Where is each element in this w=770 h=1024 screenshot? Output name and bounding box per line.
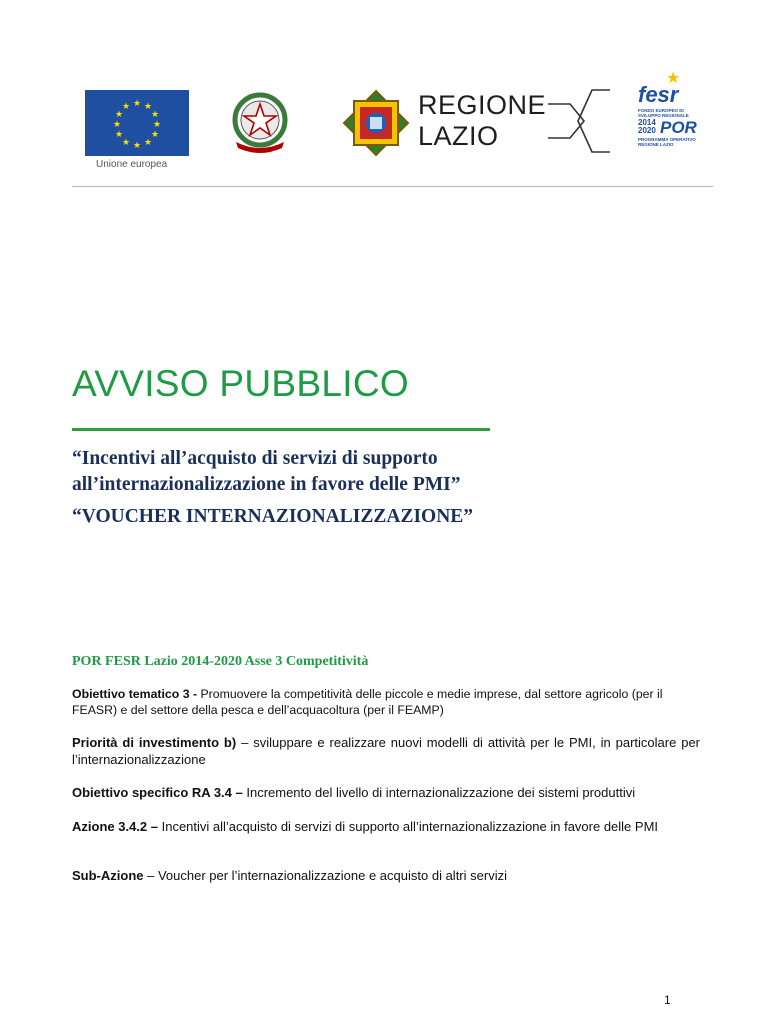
paragraph-obiettivo-tematico	[72, 686, 700, 718]
italian-republic-emblem	[230, 92, 290, 156]
regione-lazio-crest	[342, 89, 410, 157]
svg-text:★: ★	[114, 110, 124, 120]
paragraph-priorita-investimento	[72, 734, 700, 768]
title-underline	[72, 428, 490, 431]
document-title: AVVISO PUBBLICO	[72, 363, 409, 404]
svg-text:★: ★	[132, 99, 142, 109]
svg-text:★: ★	[121, 138, 131, 148]
svg-text:★: ★	[150, 130, 160, 140]
paragraph-text: – sviluppare e realizzare nuovi modelli di attività per le PMI, in particolare per l’internazionalizzazione	[72, 735, 701, 767]
subtitle-voucher: “VOUCHER INTERNAZIONALIZZAZIONE”	[72, 506, 474, 527]
paragraph-text: Incentivi all’acquisto di servizi di supporto all’internazionalizzazione in favore delle PMI	[157, 819, 659, 834]
por-wordmark: POR	[660, 118, 697, 137]
eu-flag-logo	[85, 90, 189, 156]
fesr-years: 2014 2020	[638, 118, 656, 135]
svg-text:★: ★	[143, 102, 153, 112]
subtitle-line2: all’internazionalizzazione in favore delle PMI”	[72, 474, 461, 495]
paragraph-label: Sub-Azione	[72, 868, 144, 883]
logo-header	[0, 0, 770, 190]
svg-text:★: ★	[152, 120, 162, 130]
svg-text:★: ★	[112, 120, 122, 130]
paragraph-label: Obiettivo specifico RA 3.4 –	[72, 785, 243, 800]
svg-text:★: ★	[132, 141, 142, 151]
fesr-caption-line1: FONDO EUROPEO DI	[638, 108, 684, 113]
paragraph-label: Azione 3.4.2 –	[72, 819, 158, 834]
fesr-caption-line3: PROGRAMMA OPERATIVO	[638, 137, 696, 142]
svg-text:★: ★	[114, 130, 124, 140]
program-heading: POR FESR Lazio 2014-2020 Asse 3 Competitività	[72, 654, 369, 669]
paragraph-sub-azione	[72, 867, 700, 884]
svg-text:★: ★	[143, 138, 153, 148]
svg-text:★: ★	[150, 110, 160, 120]
paragraph-obiettivo-specifico	[72, 784, 700, 801]
lazio-chevron-icon	[548, 88, 610, 154]
paragraph-azione	[72, 818, 700, 835]
paragraph-text: Incremento del livello di internazionalizzazione dei sistemi produttivi	[242, 785, 636, 800]
region-name-line2: LAZIO	[418, 121, 499, 151]
paragraph-text: Promuovere la competitività delle piccole e medie imprese, dal settore agricolo (per il FEASR) e del settore della pesca e dell’acquacoltura (per il FEAMP)	[72, 687, 663, 717]
subtitle-line1: “Incentivi all’acquisto di servizi di supporto	[72, 448, 438, 469]
fesr-caption-line4: REGIONE LAZIO	[638, 142, 674, 147]
paragraph-label: Priorità di investimento b)	[72, 735, 237, 750]
eu-caption: Unione europea	[96, 159, 168, 170]
fesr-por-logo	[636, 68, 702, 164]
svg-text:★: ★	[121, 102, 131, 112]
paragraph-label: Obiettivo tematico 3 -	[72, 687, 198, 701]
regione-lazio-logo	[418, 88, 610, 154]
star-icon: ★	[666, 70, 681, 87]
page-number: 1	[664, 993, 671, 1007]
paragraph-text: – Voucher per l’internazionalizzazione e acquisto di altri servizi	[143, 868, 507, 883]
region-name-line1: REGIONE	[418, 90, 547, 120]
fesr-caption-line2: SVILUPPO REGIONALE	[638, 113, 689, 118]
fesr-wordmark: fesr	[638, 82, 679, 107]
header-divider	[72, 186, 713, 187]
